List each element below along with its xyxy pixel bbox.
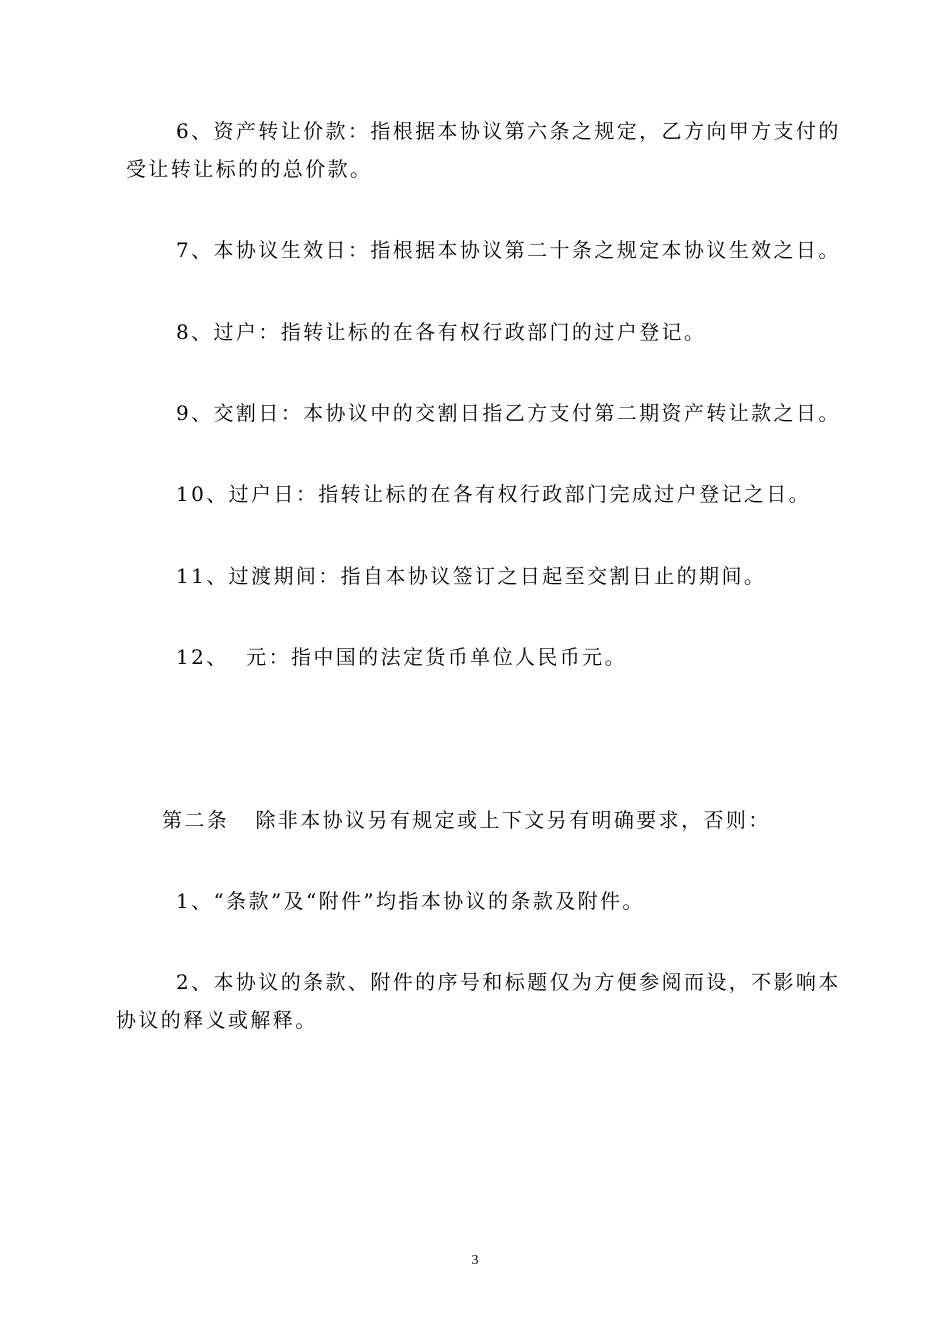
article-two-item-2-line-1: 2、本协议的条款、附件的序号和标题仅为方便参阅而设，不影响本 [176,970,841,994]
definition-7: 7、本协议生效日：指根据本协议第二十条之规定本协议生效之日。 [176,238,841,262]
definition-11: 11、过渡期间：指自本协议签订之日起至交割日止的期间。 [176,564,767,588]
definition-9: 9、交割日：本协议中的交割日指乙方支付第二期资产转让款之日。 [176,401,841,425]
definition-10: 10、过户日：指转让标的在各有权行政部门完成过户登记之日。 [176,482,812,506]
definition-12: 12、 元：指中国的法定货币单位人民币元。 [176,645,627,669]
definition-6-line-2: 受让转让标的的总价款。 [126,157,373,181]
article-two-item-2-line-2: 协议的释义或解释。 [116,1008,318,1032]
article-two-item-1: 1、“条款”及“附件”均指本协议的条款及附件。 [176,889,645,913]
article-two-heading: 第二条 除非本协议另有规定或上下文另有明确要求，否则： [162,808,771,832]
page-number: 3 [471,1253,479,1268]
definition-6-line-1: 6、资产转让价款：指根据本协议第六条之规定，乙方向甲方支付的 [176,119,841,143]
definition-8: 8、过户：指转让标的在各有权行政部门的过户登记。 [176,320,707,344]
